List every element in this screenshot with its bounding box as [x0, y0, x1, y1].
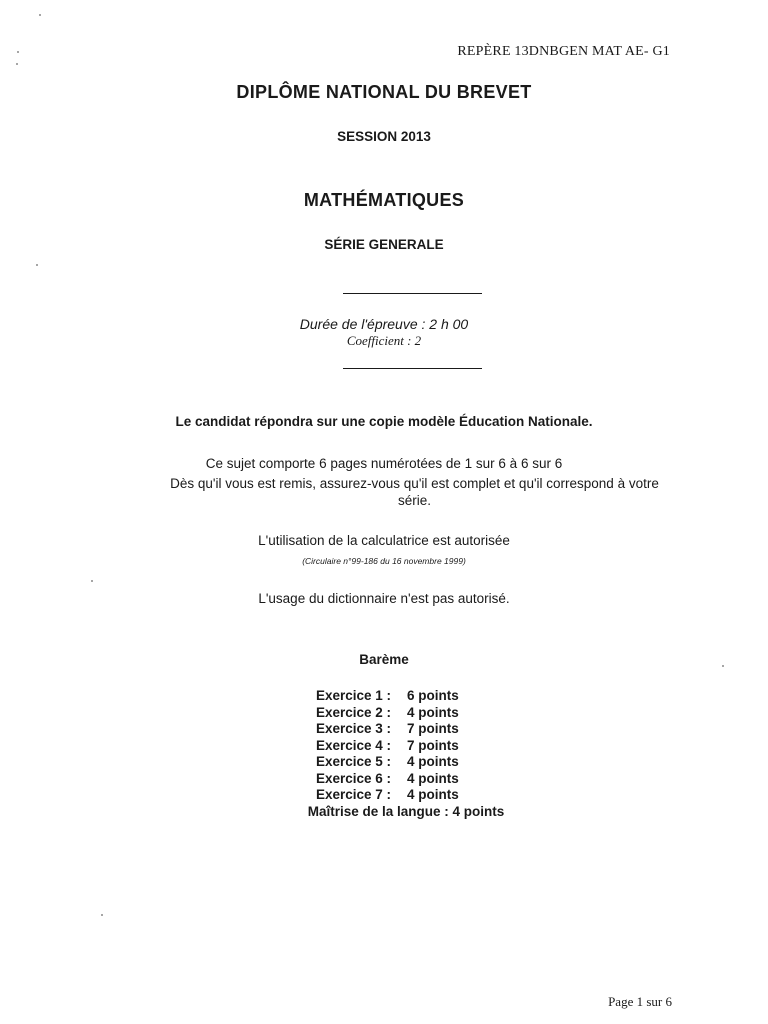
- copy-instruction: Le candidat répondra sur une copie modèle Éducation Nationale.: [175, 414, 593, 429]
- exam-coefficient: Coefficient : 2: [346, 333, 422, 348]
- bareme-exercise: Exercice 3 :: [315, 721, 391, 736]
- language-mastery-points: Maîtrise de la langue : 4 points: [307, 803, 505, 819]
- session-year: SESSION 2013: [337, 129, 431, 144]
- scan-speck: [36, 264, 38, 266]
- bareme-row: [286, 688, 510, 705]
- bareme-list: [270, 688, 510, 820]
- dictionary-notice: L'usage du dictionnaire n'est pas autorisé.: [258, 591, 510, 606]
- bareme-table: [270, 688, 510, 820]
- scan-speck: [91, 580, 93, 582]
- bareme-row: [286, 754, 510, 771]
- page-count-notice: Ce sujet comporte 6 pages numérotées de 1 sur 6 à 6 sur 6: [205, 456, 563, 471]
- bareme-row: [286, 771, 510, 788]
- bareme-exercise: Exercice 5 :: [315, 754, 391, 769]
- diploma-title: DIPLÔME NATIONAL DU BREVET: [236, 82, 532, 102]
- bareme-points: 7 points: [407, 721, 459, 736]
- bareme-exercise: Exercice 2 :: [315, 704, 391, 720]
- bareme-exercise: Exercice 4 :: [315, 737, 391, 753]
- scan-speck: [17, 51, 19, 53]
- calculator-notice: L'utilisation de la calculatrice est autorisée: [258, 533, 510, 548]
- bareme-row: [286, 787, 510, 804]
- bareme-points: 6 points: [407, 688, 459, 703]
- bareme-row: [286, 738, 510, 755]
- page-number: Page 1 sur 6: [608, 994, 672, 1009]
- subject-title: MATHÉMATIQUES: [303, 190, 465, 210]
- scan-speck: [16, 63, 18, 65]
- bareme-exercise: Exercice 6 :: [315, 770, 391, 786]
- divider-top: [343, 293, 482, 294]
- bareme-row: [286, 721, 510, 738]
- series-label: SÉRIE GENERALE: [324, 237, 444, 252]
- divider-bottom: [343, 368, 482, 369]
- scan-speck: [722, 665, 724, 667]
- bareme-points: 4 points: [407, 787, 459, 802]
- circular-reference: (Circulaire n°99-186 du 16 novembre 1999): [302, 556, 466, 566]
- bareme-exercise: Exercice 1 :: [315, 688, 391, 703]
- bareme-points: 4 points: [407, 704, 459, 720]
- bareme-exercise: Exercice 7 :: [315, 787, 391, 802]
- bareme-title: Barème: [359, 652, 409, 667]
- bareme-points: 4 points: [407, 754, 459, 769]
- completeness-notice: Dès qu'il vous est remis, assurez-vous qu'il est complet et qu'il correspond à votre série.: [170, 476, 659, 508]
- scan-speck: [101, 914, 103, 916]
- exam-duration: Durée de l'épreuve : 2 h 00: [299, 316, 469, 332]
- exam-reference-code: REPÈRE 13DNBGEN MAT AE- G1: [457, 44, 670, 59]
- bareme-row: [286, 705, 510, 722]
- bareme-points: 4 points: [407, 770, 459, 786]
- bareme-points: 7 points: [407, 737, 459, 753]
- scan-speck: [39, 14, 41, 16]
